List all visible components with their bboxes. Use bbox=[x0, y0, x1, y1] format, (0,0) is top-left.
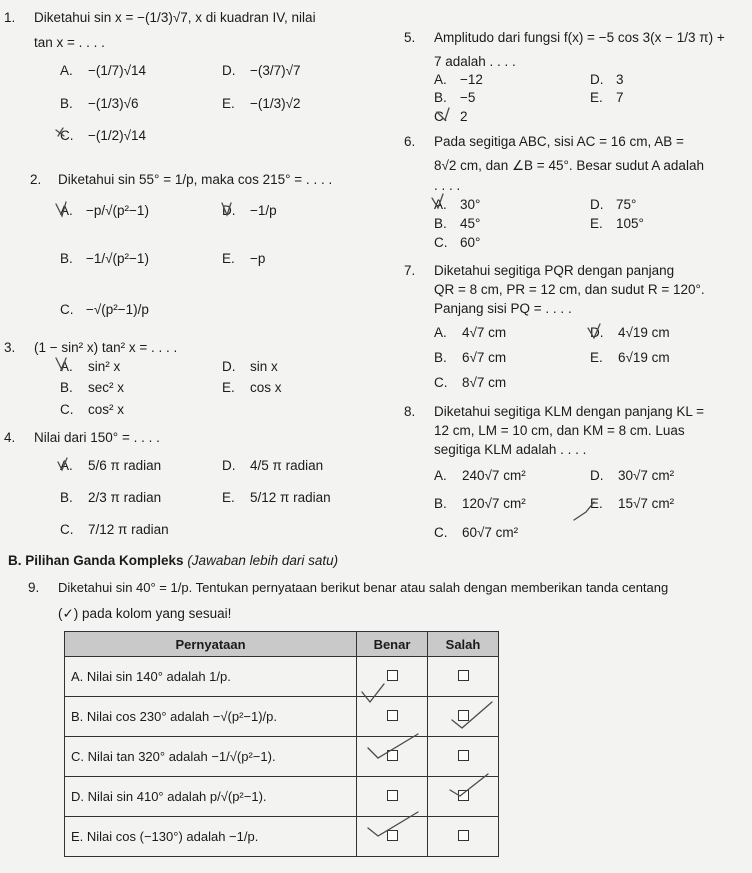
q7-label-c: C. bbox=[434, 375, 448, 390]
statement-a: A. Nilai sin 140° adalah 1/p. bbox=[65, 657, 357, 697]
q6-option-a: 30° bbox=[460, 197, 481, 212]
statement-table bbox=[64, 631, 499, 857]
q3-label-d: D. bbox=[222, 359, 236, 374]
q9-stem-line2: (✓) pada kolom yang sesuai! bbox=[58, 606, 232, 621]
q5-option-b: −5 bbox=[460, 90, 476, 105]
q6-stem-line1: Pada segitiga ABC, sisi AC = 16 cm, AB = bbox=[434, 134, 684, 149]
q8-option-b: 120√7 cm² bbox=[462, 496, 526, 511]
q8-label-e: E. bbox=[590, 496, 603, 511]
q4-number: 4. bbox=[4, 430, 16, 445]
q6-label-c: C. bbox=[434, 235, 448, 250]
q1-option-a: −(1/7)√14 bbox=[88, 63, 147, 78]
q8-option-a: 240√7 cm² bbox=[462, 468, 526, 483]
q8-label-a: A. bbox=[434, 468, 447, 483]
q6-label-a: A. bbox=[434, 197, 447, 212]
q6-stem-line3: . . . . bbox=[434, 178, 461, 193]
q2-option-a: −p/√(p²−1) bbox=[86, 203, 149, 218]
q6-option-d: 75° bbox=[616, 197, 637, 212]
q7-option-e: 6√19 cm bbox=[618, 350, 670, 365]
q3-stem: (1 − sin² x) tan² x = . . . . bbox=[34, 340, 178, 355]
q1-label-e: E. bbox=[222, 96, 235, 111]
table-header-row bbox=[65, 632, 499, 657]
q5-option-d: 3 bbox=[616, 72, 624, 87]
q5-label-b: B. bbox=[434, 90, 447, 105]
salah-cell bbox=[428, 737, 499, 777]
q4-label-a: A. bbox=[60, 458, 73, 473]
q2-label-a: A. bbox=[60, 203, 73, 218]
q6-label-d: D. bbox=[590, 197, 604, 212]
q5-label-d: D. bbox=[590, 72, 604, 87]
q7-option-d: 4√19 cm bbox=[618, 325, 670, 340]
q1-label-d: D. bbox=[222, 63, 236, 78]
header-pernyataan: Pernyataan bbox=[65, 632, 357, 657]
q1-option-b: −(1/3)√6 bbox=[88, 96, 139, 111]
q1-number: 1. bbox=[4, 10, 16, 25]
q2-option-b: −1/√(p²−1) bbox=[86, 251, 149, 266]
q4-option-a: 5/6 π radian bbox=[88, 458, 162, 473]
salah-checkbox-a[interactable] bbox=[458, 670, 469, 681]
q4-label-c: C. bbox=[60, 522, 74, 537]
q8-label-d: D. bbox=[590, 468, 604, 483]
salah-cell bbox=[428, 697, 499, 737]
section-b-title-text: B. Pilihan Ganda Kompleks bbox=[8, 553, 184, 568]
q1-option-d: −(3/7)√7 bbox=[250, 63, 301, 78]
q5-stem-line1: Amplitudo dari fungsi f(x) = −5 cos 3(x − 1/3 π) + bbox=[434, 30, 725, 45]
table-row bbox=[65, 737, 499, 777]
q4-stem: Nilai dari 150° = . . . . bbox=[34, 430, 160, 445]
q6-stem-line2: 8√2 cm, dan ∠B = 45°. Besar sudut A adalah bbox=[434, 158, 704, 173]
q7-label-d: D. bbox=[590, 325, 604, 340]
q5-option-a: −12 bbox=[460, 72, 483, 87]
q7-label-e: E. bbox=[590, 350, 603, 365]
benar-cell bbox=[357, 777, 428, 817]
q3-label-e: E. bbox=[222, 380, 235, 395]
q4-label-d: D. bbox=[222, 458, 236, 473]
benar-checkbox-a[interactable] bbox=[387, 670, 398, 681]
q2-stem: Diketahui sin 55° = 1/p, maka cos 215° = . . . . bbox=[58, 172, 333, 187]
q6-option-b: 45° bbox=[460, 216, 481, 231]
q8-label-b: B. bbox=[434, 496, 447, 511]
q1-stem-line2: tan x = . . . . bbox=[34, 35, 105, 50]
q8-label-c: C. bbox=[434, 525, 448, 540]
q7-stem-line1: Diketahui segitiga PQR dengan panjang bbox=[434, 263, 675, 278]
q7-option-a: 4√7 cm bbox=[462, 325, 507, 340]
q8-stem-line1: Diketahui segitiga KLM dengan panjang KL = bbox=[434, 404, 705, 419]
q2-label-b: B. bbox=[60, 251, 73, 266]
q3-label-c: C. bbox=[60, 402, 74, 417]
q5-label-a: A. bbox=[434, 72, 447, 87]
q1-stem-line1: Diketahui sin x = −(1/3)√7, x di kuadran IV, nilai bbox=[34, 10, 316, 25]
q1-option-c: −(1/2)√14 bbox=[88, 128, 147, 143]
salah-cell bbox=[428, 657, 499, 697]
q5-label-e: E. bbox=[590, 90, 603, 105]
q3-option-e: cos x bbox=[250, 380, 282, 395]
benar-cell bbox=[357, 697, 428, 737]
q2-label-c: C. bbox=[60, 302, 74, 317]
q9-number: 9. bbox=[28, 580, 40, 595]
salah-checkbox-d[interactable] bbox=[458, 790, 469, 801]
q4-option-b: 2/3 π radian bbox=[88, 490, 162, 505]
q3-label-b: B. bbox=[60, 380, 73, 395]
q3-number: 3. bbox=[4, 340, 16, 355]
benar-checkbox-b[interactable] bbox=[387, 710, 398, 721]
q4-option-d: 4/5 π radian bbox=[250, 458, 324, 473]
q7-stem-line2: QR = 8 cm, PR = 12 cm, dan sudut R = 120°. bbox=[434, 282, 705, 297]
q4-option-e: 5/12 π radian bbox=[250, 490, 331, 505]
q4-label-e: E. bbox=[222, 490, 235, 505]
q6-option-c: 60° bbox=[460, 235, 481, 250]
q6-label-b: B. bbox=[434, 216, 447, 231]
salah-cell bbox=[428, 817, 499, 857]
q3-option-b: sec² x bbox=[88, 380, 125, 395]
table-row bbox=[65, 777, 499, 817]
statement-d: D. Nilai sin 410° adalah p/√(p²−1). bbox=[65, 777, 357, 817]
q6-number: 6. bbox=[404, 134, 416, 149]
benar-checkbox-c[interactable] bbox=[387, 750, 398, 761]
q2-number: 2. bbox=[30, 172, 42, 187]
q7-label-a: A. bbox=[434, 325, 447, 340]
q5-label-c: C. bbox=[434, 109, 448, 124]
table-row bbox=[65, 697, 499, 737]
q9-stem-line1: Diketahui sin 40° = 1/p. Tentukan pernyataan berikut benar atau salah dengan memberikan tanda centang bbox=[58, 580, 669, 595]
q3-option-d: sin x bbox=[250, 359, 278, 374]
q4-option-c: 7/12 π radian bbox=[88, 522, 169, 537]
q8-number: 8. bbox=[404, 404, 416, 419]
q8-stem-line2: 12 cm, LM = 10 cm, dan KM = 8 cm. Luas bbox=[434, 423, 685, 438]
header-salah: Salah bbox=[428, 632, 499, 657]
header-benar: Benar bbox=[357, 632, 428, 657]
q5-option-c: 2 bbox=[460, 109, 468, 124]
table-row bbox=[65, 817, 499, 857]
q6-label-e: E. bbox=[590, 216, 603, 231]
statement-c: C. Nilai tan 320° adalah −1/√(p²−1). bbox=[65, 737, 357, 777]
q7-option-c: 8√7 cm bbox=[462, 375, 507, 390]
benar-cell bbox=[357, 737, 428, 777]
q1-label-b: B. bbox=[60, 96, 73, 111]
q3-label-a: A. bbox=[60, 359, 73, 374]
benar-cell bbox=[357, 657, 428, 697]
q5-option-e: 7 bbox=[616, 90, 624, 105]
benar-cell bbox=[357, 817, 428, 857]
q8-stem-line3: segitiga KLM adalah . . . . bbox=[434, 442, 587, 457]
salah-checkbox-e[interactable] bbox=[458, 830, 469, 841]
q7-number: 7. bbox=[404, 263, 416, 278]
q1-label-a: A. bbox=[60, 63, 73, 78]
benar-checkbox-d[interactable] bbox=[387, 790, 398, 801]
salah-cell bbox=[428, 777, 499, 817]
q1-option-e: −(1/3)√2 bbox=[250, 96, 301, 111]
salah-checkbox-c[interactable] bbox=[458, 750, 469, 761]
q8-option-c: 60√7 cm² bbox=[462, 525, 519, 540]
section-b-title bbox=[8, 553, 338, 569]
q7-label-b: B. bbox=[434, 350, 447, 365]
q5-number: 5. bbox=[404, 30, 416, 45]
q8-option-d: 30√7 cm² bbox=[618, 468, 675, 483]
q7-stem-line3: Panjang sisi PQ = . . . . bbox=[434, 301, 572, 316]
q5-stem-line2: 7 adalah . . . . bbox=[434, 54, 516, 69]
statement-b: B. Nilai cos 230° adalah −√(p²−1)/p. bbox=[65, 697, 357, 737]
q6-option-e: 105° bbox=[616, 216, 644, 231]
q3-option-c: cos² x bbox=[88, 402, 125, 417]
q3-option-a: sin² x bbox=[88, 359, 121, 374]
q2-option-e: −p bbox=[250, 251, 266, 266]
salah-checkbox-b[interactable] bbox=[458, 710, 469, 721]
table-row bbox=[65, 657, 499, 697]
q8-option-e: 15√7 cm² bbox=[618, 496, 675, 511]
q4-label-b: B. bbox=[60, 490, 73, 505]
section-b-subtitle: (Jawaban lebih dari satu) bbox=[187, 553, 339, 568]
statement-e: E. Nilai cos (−130°) adalah −1/p. bbox=[65, 817, 357, 857]
q2-label-e: E. bbox=[222, 251, 235, 266]
benar-checkbox-e[interactable] bbox=[387, 830, 398, 841]
q2-option-d: −1/p bbox=[250, 203, 277, 218]
q2-label-d: D. bbox=[222, 203, 236, 218]
q7-option-b: 6√7 cm bbox=[462, 350, 507, 365]
q2-option-c: −√(p²−1)/p bbox=[86, 302, 149, 317]
q1-label-c: C. bbox=[60, 128, 74, 143]
